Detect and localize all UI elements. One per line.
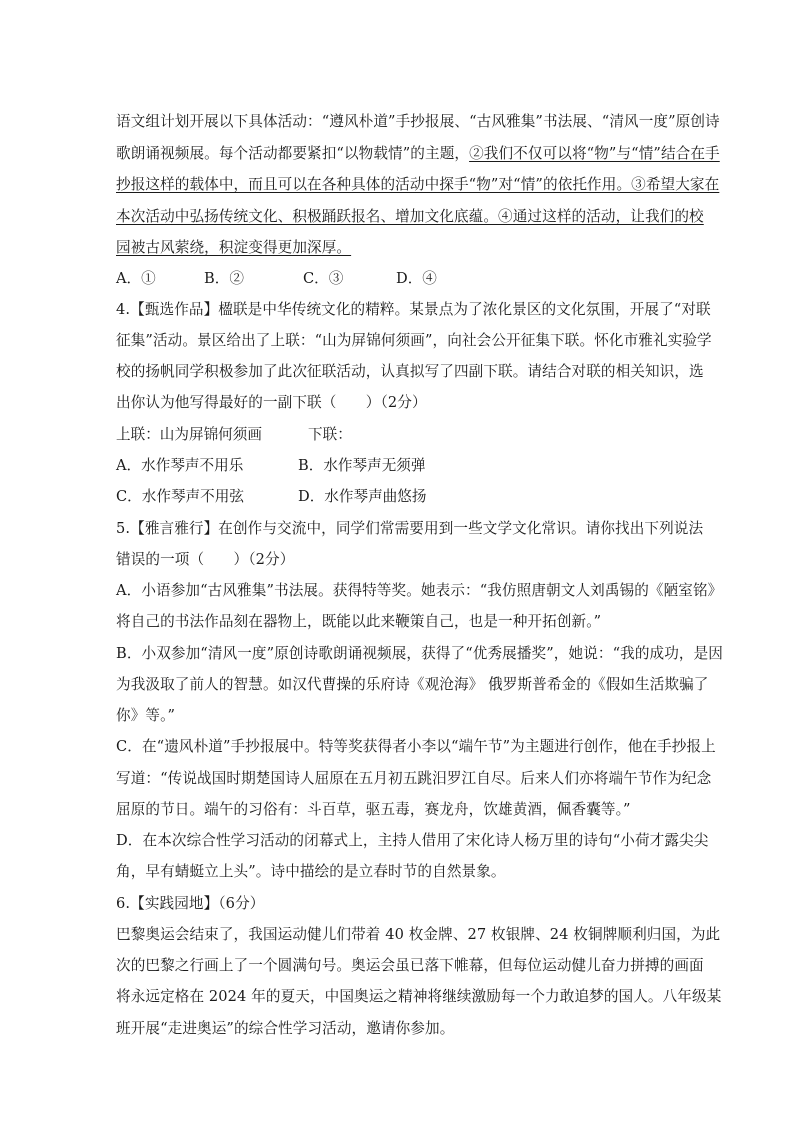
q4-couplet-upper: 上联：山为屏锦何须画 [116, 426, 262, 443]
q5-option-b-line-1[interactable]: B．小双参加“清风一度”原创诗歌朗诵视频展，获得了“优秀展播奖”，她说：“我的成功，是因 [116, 645, 723, 662]
q3-line-5: 园被古风萦绕，积淀变得更加深厚。 [116, 239, 352, 256]
q5-option-a-line-2: 将自己的书法作品刻在器物上，既能以此来鞭策自己，也是一种开拓创新。” [116, 613, 602, 630]
q3-sentence-2-underlined: ②我们不仅可以将“物”与“情”结合在手 [469, 145, 720, 162]
q3-option-a[interactable]: A．① [116, 270, 156, 287]
q5-option-b-line-3: 你》等。” [116, 707, 176, 724]
q5-option-c-line-3: 屈原的节日。端午的习俗有：斗百草，驱五毒，赛龙舟，饮雄黄酒，佩香囊等。” [116, 801, 631, 818]
q4-option-c[interactable]: C．水作琴声不用弦 [116, 488, 244, 505]
q3-line-4: 本次活动中弘扬传统文化、积极踊跃报名、增加文化底蕴。④通过这样的活动，让我们的校 [116, 208, 704, 225]
q5-option-c-line-2: 写道：“传说战国时期楚国诗人屈原在五月初五跳汨罗江自尽。后来人们亦将端午节作为纪念 [116, 770, 712, 787]
q3-option-c[interactable]: C．③ [303, 270, 344, 287]
q6-line-3: 将永远定格在 2024 年的夏天，中国奥运之精神将继续激励每一个力敢追梦的国人。八年级某 [116, 988, 722, 1005]
q4-option-a[interactable]: A．水作琴声不用乐 [116, 457, 244, 474]
q3-line-1: 语文组计划开展以下具体活动：“遵风朴道”手抄报展、“古风雅集”书法展、“清风一度”原创诗 [116, 113, 720, 130]
q5-line-2: 错误的一项（ ）（2分） [116, 551, 295, 568]
q4-couplet-lower: 下联： [308, 426, 352, 443]
q6-line-4: 班开展“走进奥运”的综合性学习活动，邀请你参加。 [116, 1020, 455, 1037]
q3-line-3: 抄报这样的载体中，而且可以在各种具体的活动中探手“物”对“情”的依托作用。③希望大家在 [116, 176, 720, 193]
q5-line-1: 5.【雅言雅行】在创作与交流中，同学们常需要用到一些文学文化常识。请你找出下列说法 [116, 520, 704, 537]
q5-option-c-line-1[interactable]: C．在“遗风朴道”手抄报展中。特等奖获得者小李以“端午节”为主题进行创作，他在手抄报上 [116, 738, 716, 755]
q4-line-3: 校的扬帆同学积极参加了此次征联活动，认真拟写了四副下联。请结合对联的相关知识，选 [116, 363, 704, 380]
q4-line-4: 出你认为他写得最好的一副下联（ ）（2分） [116, 394, 427, 411]
q5-option-d-line-1[interactable]: D．在本次综合性学习活动的闭幕式上，主持人借用了宋化诗人杨万里的诗句“小荷才露尖尖 [116, 832, 709, 849]
q5-option-a-line-1[interactable]: A．小语参加“古风雅集”书法展。获得特等奖。她表示：“我仿照唐朝文人刘禹锡的《陋室铭》 [116, 582, 723, 599]
q4-line-2: 征集”活动。景区给出了上联：“山为屏锦何须画”，向社会公开征集下联。怀化市雅礼实验学 [116, 332, 712, 349]
q4-line-1: 4.【甄选作品】楹联是中华传统文化的精粹。某景点为了浓化景区的文化氛围，开展了“对联 [116, 301, 711, 318]
q4-option-b[interactable]: B．水作琴声无须弹 [298, 457, 426, 474]
q6-line-1: 巴黎奥运会结束了，我国运动健儿们带着 40 枚金牌、27 枚银牌、24 枚铜牌顺利归国，为此 [116, 926, 721, 943]
q5-option-b-line-2: 为我汲取了前人的智慧。如汉代曹操的乐府诗《观沧海》 俄罗斯普希金的《假如生活欺骗了 [116, 676, 709, 693]
q6-heading: 6.【实践园地】（6分） [116, 895, 265, 912]
q4-option-d[interactable]: D．水作琴声曲悠扬 [298, 488, 427, 505]
q3-option-b[interactable]: B．② [204, 270, 244, 287]
q6-line-2: 次的巴黎之行画上了一个圆满句号。奥运会虽已落下帷幕，但每位运动健儿奋力拼搏的画面 [116, 957, 704, 974]
q3-line-2-plain: 歌朗诵视频展。每个活动都要紧扣“以物载情”的主题， [116, 145, 470, 162]
q3-option-d[interactable]: D．④ [396, 270, 437, 287]
q5-option-d-line-2: 角，早有蜻蜓立上头”。诗中描绘的是立春时节的自然景象。 [116, 863, 506, 880]
q3-line-2 [116, 144, 720, 164]
